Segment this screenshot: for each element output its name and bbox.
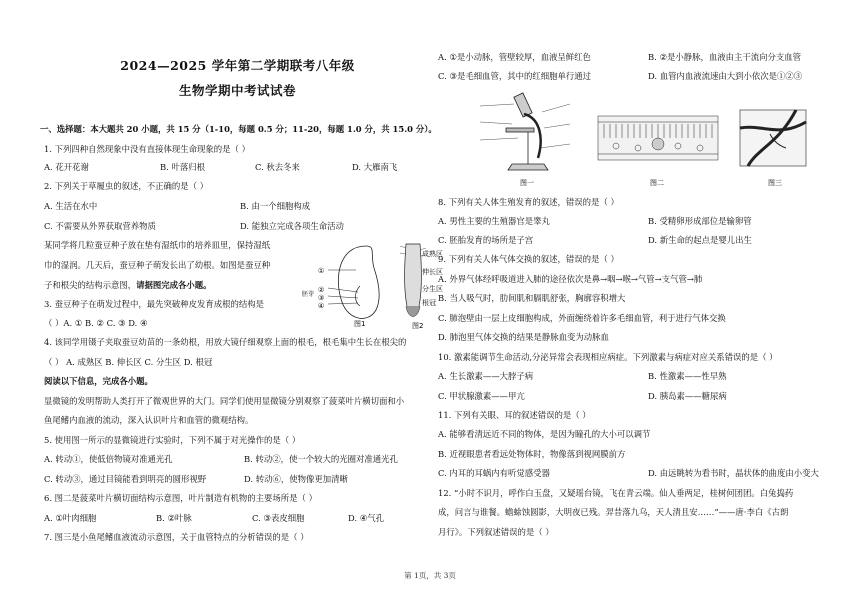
fig2-caption: 图2 — [412, 322, 424, 330]
seed-label-2: ② — [318, 286, 325, 294]
question-12-line-3: 月行》。下列叙述错误的是（ ） — [438, 527, 554, 537]
blood-vessel-figure — [740, 110, 806, 166]
passage-1-instruction: 请据图完成各小题。 — [136, 280, 212, 290]
q1-option-a: A. 花开花谢 — [44, 162, 89, 172]
passage-2-line-2: 鱼尾鳍内血液的流动，深入认识叶片和血管的微观结构。 — [44, 415, 254, 425]
fig-three-caption: 图三 — [768, 179, 782, 187]
leaf-section-figure — [598, 116, 718, 160]
q9-option-d: D. 肺泡里气体交换的结果是静脉血变为动脉血 — [438, 332, 609, 342]
passage-1-line-2: 巾的湿润。几天后，蚕豆种子萌发长出了幼根。如图是蚕豆种 — [44, 260, 271, 270]
q7-option-a: A. ①是小动脉，管壁较厚，血液呈鲜红色 — [438, 52, 591, 62]
passage-1-line-3 — [44, 280, 212, 291]
question-12-line-2: 成，问言与谁餐。蟾蜍蚀圆影，大明夜已残。羿昔落九乌，天人清且安……”——唐·李白《古朗 — [438, 507, 789, 517]
question-10: 10. 激素能调节生命活动,分泌异常会表现相应病症。下列激素与病症对应关系错误的是（ ） — [438, 352, 778, 362]
q9-option-b: B. 当人吸气时，肋间肌和膈肌舒张，胸廓容积增大 — [438, 293, 626, 303]
q11-option-b: B. 近视眼患者看远处物体时，物像落到视网膜前方 — [438, 449, 626, 459]
q5-option-a: A. 转动①，使低倍物镜对准通光孔 — [44, 454, 173, 464]
q10-option-c: C. 甲状腺激素——甲亢 — [438, 391, 525, 401]
q1-option-c: C. 秋去冬来 — [255, 162, 300, 172]
fig-two-caption: 图二 — [650, 179, 664, 187]
q6-option-b: B. ②叶脉 — [156, 513, 192, 523]
question-3: 3. 蚕豆种子在萌发过程中，最先突破种皮发育成根的结构是 — [44, 299, 265, 309]
q10-option-d: D. 胰岛素——糖尿病 — [648, 391, 727, 401]
q1-option-d: D. 大雁南飞 — [352, 162, 398, 172]
page-footer: 第 1页，共 3页 — [404, 571, 456, 580]
q5-option-c: C. 转动③，通过目镜能看到明亮的圆形视野 — [44, 474, 207, 484]
exam-title: 2024—2025 学年第二学期联考八年级 — [120, 58, 355, 73]
q9-option-c: C. 肺泡壁由一层上皮细胞构成，外面缠绕着许多毛细血管，利于进行气体交换 — [438, 313, 726, 323]
q3-options: （ ）A. ① B. ② C. ③ D. ④ — [44, 318, 148, 328]
seed-outline — [338, 246, 379, 318]
root-cap — [406, 306, 420, 317]
root-label-meristem: 分生区 — [422, 285, 443, 293]
q2-option-a: A. 生活在水中 — [44, 201, 98, 211]
question-7: 7. 图三是小鱼尾鳍血液流动示意图，关于血管特点的分析错误的是（ ） — [44, 532, 309, 542]
root-label-elongation: 伸长区 — [422, 268, 443, 276]
q11-option-c: C. 内耳的耳蜗内有听觉感受器 — [438, 468, 550, 478]
question-1: 1. 下列四种自然现象中没有直接体现生命现象的是（ ） — [44, 144, 250, 154]
q8-option-d: D. 新生命的起点是婴儿出生 — [648, 235, 752, 245]
q2-option-c: C. 不需要从外界获取营养物质 — [44, 221, 156, 231]
fig1-caption: 图1 — [354, 320, 366, 328]
q6-option-c: C. ③表皮细胞 — [252, 513, 305, 523]
passage-2-line-1: 显微镜的发明帮助人类打开了微观世界的大门。同学们使用显微镜分别观察了菠菜叶片横切面和小 — [44, 396, 405, 406]
passage-1-line-1: 某同学将几粒蚕豆种子放在垫有湿纸巾的培养皿里，保持湿纸 — [44, 240, 271, 250]
microscope-figure — [480, 93, 570, 170]
q10-option-a: A. 生长激素——大脖子病 — [438, 371, 534, 381]
question-11: 11. 下列有关眼、耳的叙述错误的是（ ） — [438, 410, 591, 420]
question-2: 2. 下列关于草履虫的叙述，不正确的是（ ） — [44, 181, 209, 191]
q7-option-b: B. ②是小静脉，血液由主干流向分支血管 — [648, 52, 801, 62]
passage-1-text: 子和根尖的结构示意图， — [44, 280, 137, 290]
q11-option-d: D. 由远眺转为看书时，晶状体的曲度由小变大 — [648, 468, 819, 478]
q7-option-d: D. 血管内血液流速由大到小依次是①②③ — [648, 71, 803, 81]
root-tip — [405, 244, 422, 315]
question-9: 9. 下列有关人体气体交换的叙述，错误的是（ ） — [438, 254, 619, 264]
exam-subtitle: 生物学期中考试试卷 — [178, 83, 296, 98]
root-label-mature: 成熟区 — [422, 250, 443, 258]
question-12-line-1: 12. “小时不识月，呼作白玉盘，又疑瑶台镜，飞在青云端。仙人垂两足，桂树何团团。白兔捣药 — [438, 488, 794, 498]
question-6: 6. 图二是菠菜叶片横切面结构示意图，叶片制造有机物的主要场所是（ ） — [44, 493, 317, 503]
section-heading: 一、选择题：本大题共 20 小题，共 15 分（1-10，每题 0.5 分；11-20，每题 1.0 分，共 15.0 分）。 — [40, 124, 437, 134]
root-label-cap: 根冠 — [422, 299, 436, 307]
seed-and-root-figure — [302, 240, 438, 332]
q2-option-b: B. 由一个细胞构成 — [240, 201, 311, 211]
seed-label-1: ① — [318, 267, 325, 275]
question-5: 5. 使用图一所示的显微镜进行实验时，下列不属于对光操作的是（ ） — [44, 435, 301, 445]
q10-option-b: B. 性激素——性早熟 — [648, 371, 727, 381]
q8-option-a: A. 男性主要的生殖器官是睾丸 — [438, 216, 550, 226]
q4-options: （ ） A. 成熟区 B. 伸长区 C. 分生区 D. 根冠 — [44, 357, 213, 367]
q5-option-b: B. 转动②，使一个较大的光圈对准通光孔 — [244, 454, 398, 464]
q9-option-a: A. 外界气体经呼吸道进入肺的途径依次是鼻→咽→喉→气管→支气管→肺 — [438, 274, 703, 284]
q2-option-d: D. 能独立完成各项生命活动 — [240, 221, 344, 231]
plumule-label: 胚芽 — [302, 291, 315, 298]
q7-option-c: C. ③是毛细血管，其中的红细胞单行通过 — [438, 71, 591, 81]
seed-label-4: ④ — [318, 302, 325, 310]
q11-option-a: A. 能够看清远近不同的物体，是因为瞳孔的大小可以调节 — [438, 429, 651, 439]
q8-option-c: C. 胚胎发育的场所是子宫 — [438, 235, 534, 245]
question-8: 8. 下列有关人体生殖发育的叙述，错误的是（ ） — [438, 197, 619, 207]
fig-one-caption: 图一 — [520, 179, 534, 187]
q6-option-d: D. ④气孔 — [348, 513, 384, 523]
q6-option-a: A. ①叶肉细胞 — [44, 513, 97, 523]
q8-option-b: B. 受精卵形成部位是输卵管 — [648, 216, 752, 226]
q5-option-d: D. 转动⑥，使物像更加清晰 — [244, 474, 348, 484]
question-4: 4. 该同学用镊子夹取蚕豆幼苗的一条幼根，用放大镜仔细观察上面的根毛，根毛集中生长在根尖的 — [44, 337, 407, 347]
passage-2-heading: 阅读以下信息，完成各小题。 — [44, 376, 153, 386]
q1-option-b: B. 叶落归根 — [160, 162, 205, 172]
seed-label-3: ③ — [318, 294, 325, 302]
three-figures — [478, 88, 818, 190]
